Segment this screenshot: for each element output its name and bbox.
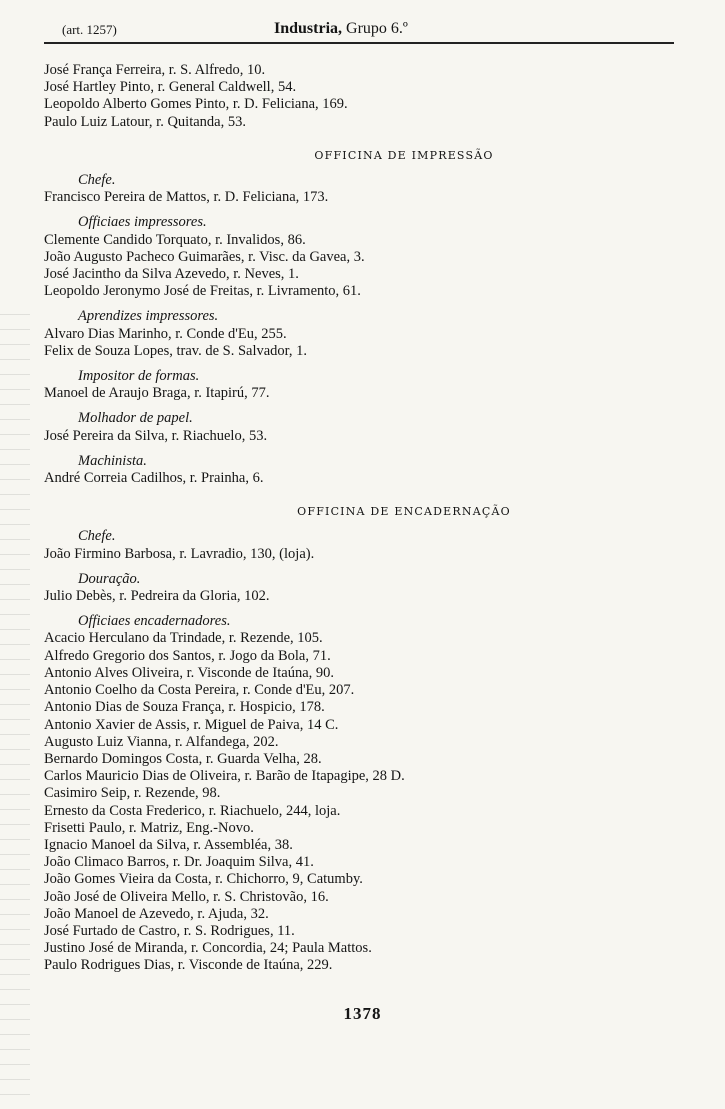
entry-line: Antonio Coelho da Costa Pereira, r. Conde d'Eu, 207.	[44, 682, 355, 699]
role-heading: Officiaes encadernadores.	[78, 613, 231, 630]
entry-line: Antonio Xavier de Assis, r. Miguel de Paiva, 14 C.	[44, 716, 339, 733]
entry-line: Acacio Herculano da Trindade, r. Rezende, 105.	[44, 630, 323, 647]
section-title: OFFICINA DE IMPRESSÃO	[314, 148, 494, 162]
entry-line: Julio Debès, r. Pedreira da Gloria, 102.	[44, 588, 270, 605]
entry-line: Paulo Luiz Latour, r. Quitanda, 53.	[44, 113, 246, 130]
page-header	[44, 20, 674, 44]
entry-line: João Manoel de Azevedo, r. Ajuda, 32.	[44, 905, 269, 922]
entry-line: Frisetti Paulo, r. Matriz, Eng.-Novo.	[44, 819, 254, 836]
role-heading: Chefe.	[78, 528, 116, 545]
entry-line: Francisco Pereira de Mattos, r. D. Feliciana, 173.	[44, 189, 329, 206]
page-margin-scan-marks	[0, 300, 30, 1100]
entry-line: João Gomes Vieira da Costa, r. Chichorro, 9, Catumby.	[44, 871, 363, 888]
entry-line: Clemente Candido Torquato, r. Invalidos, 86.	[44, 231, 306, 248]
running-title-group: Grupo 6.º	[346, 20, 408, 37]
entry-line: Manoel de Araujo Braga, r. Itapirú, 77.	[44, 385, 270, 402]
entry-line: João José de Oliveira Mello, r. S. Christovão, 16.	[44, 888, 329, 905]
entry-line: Ignacio Manoel da Silva, r. Assembléa, 38.	[44, 836, 293, 853]
role-heading: Chefe.	[78, 172, 116, 189]
entry-line: Carlos Mauricio Dias de Oliveira, r. Barão de Itapagipe, 28 D.	[44, 768, 405, 785]
entry-line: Justino José de Miranda, r. Concordia, 24; Paula Mattos.	[44, 940, 372, 957]
entry-line: José França Ferreira, r. S. Alfredo, 10.	[44, 62, 266, 78]
entry-line: Alfredo Gregorio dos Santos, r. Jogo da Bola, 71.	[44, 647, 331, 664]
role-heading: Machinista.	[78, 452, 147, 469]
entry-line: Antonio Dias de Souza França, r. Hospicio, 178.	[44, 699, 325, 716]
entry-line: Leopoldo Jeronymo José de Freitas, r. Livramento, 61.	[44, 283, 361, 300]
entry-line: José Hartley Pinto, r. General Caldwell, 54.	[44, 79, 297, 96]
role-heading: Molhador de papel.	[78, 410, 193, 427]
entry-line: Alvaro Dias Marinho, r. Conde d'Eu, 255.	[44, 325, 287, 342]
section-title: OFFICINA DE ENCADERNAÇÃO	[297, 505, 511, 519]
entry-line: José Jacintho da Silva Azevedo, r. Neves, 1.	[44, 266, 299, 283]
role-heading: Impositor de formas.	[78, 368, 200, 385]
intro-entries	[44, 62, 684, 131]
role-heading: Officiaes impressores.	[78, 214, 207, 231]
section-impressao	[44, 147, 684, 487]
entry-line: João Augusto Pacheco Guimarães, r. Visc. da Gavea, 3.	[44, 248, 365, 265]
article-reference: (art. 1257)	[62, 22, 117, 37]
entry-line: João Firmino Barbosa, r. Lavradio, 130, (loja).	[44, 545, 315, 562]
entry-line: Ernesto da Costa Frederico, r. Riachuelo, 244, loja.	[44, 802, 341, 819]
running-title-text: Industria,	[274, 20, 343, 37]
page-running-title	[274, 20, 408, 38]
entry-line: Paulo Rodrigues Dias, r. Visconde de Itaúna, 229.	[44, 957, 333, 974]
role-heading: Aprendizes impressores.	[78, 308, 219, 325]
entry-line: Bernardo Domingos Costa, r. Guarda Velha, 28.	[44, 750, 322, 767]
entry-line: Felix de Souza Lopes, trav. de S. Salvador, 1.	[44, 342, 308, 359]
entry-line: Leopoldo Alberto Gomes Pinto, r. D. Feliciana, 169.	[44, 96, 348, 113]
directory-listing	[44, 62, 684, 975]
entry-line: Casimiro Seip, r. Rezende, 98.	[44, 785, 221, 802]
entry-line: André Correia Cadilhos, r. Prainha, 6.	[44, 470, 264, 487]
section-encadernacao	[44, 503, 684, 974]
page-number: 1378	[343, 1004, 382, 1023]
role-heading: Douração.	[78, 570, 141, 587]
entry-line: João Climaco Barros, r. Dr. Joaquim Silva, 41.	[44, 854, 314, 871]
entry-line: José Furtado de Castro, r. S. Rodrigues, 11.	[44, 922, 295, 939]
entry-line: Augusto Luiz Vianna, r. Alfandega, 202.	[44, 733, 279, 750]
entry-line: Antonio Alves Oliveira, r. Visconde de Itaúna, 90.	[44, 664, 335, 681]
entry-line: José Pereira da Silva, r. Riachuelo, 53.	[44, 427, 268, 444]
